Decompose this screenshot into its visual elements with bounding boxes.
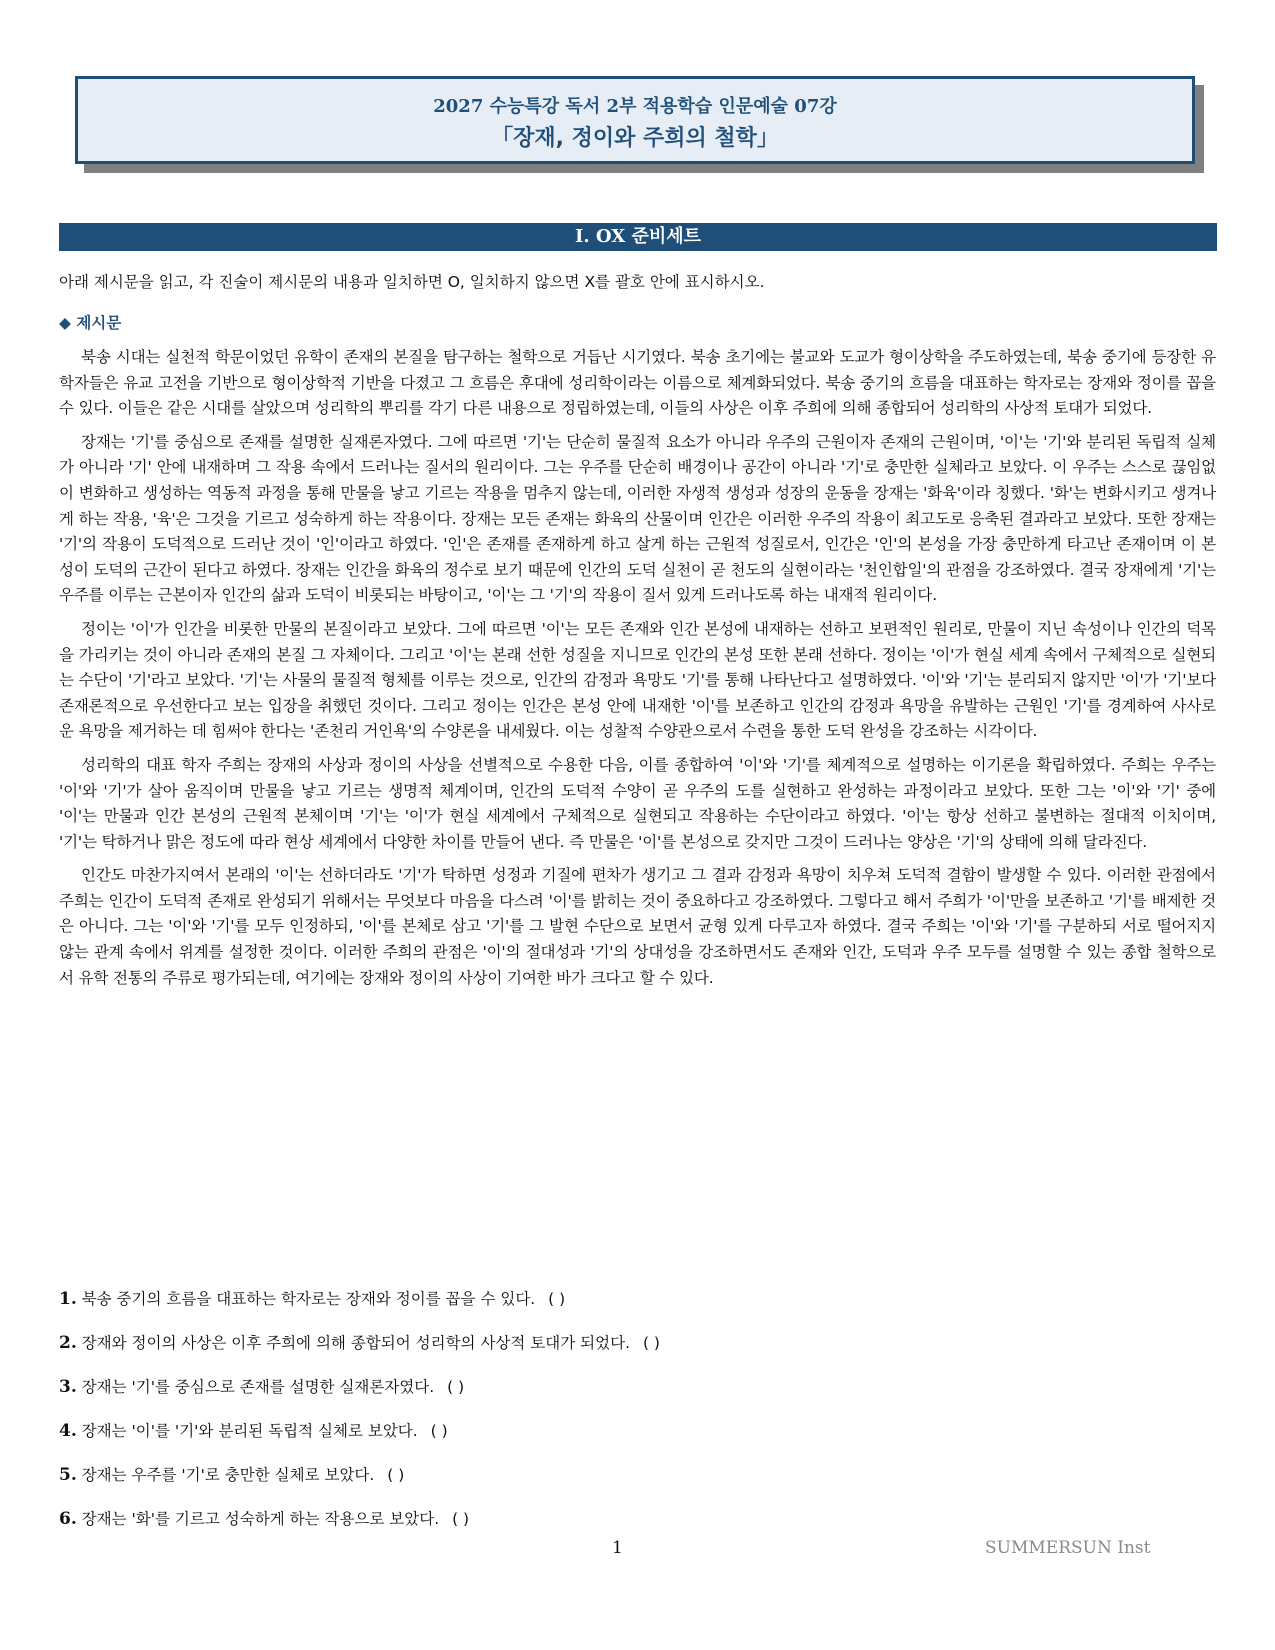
question-text: 북송 중기의 흐름을 대표하는 학자로는 장재와 정이를 꼽을 수 있다. — [81, 1290, 536, 1308]
passage-label: ◆ 제시문 — [59, 314, 122, 332]
question-number: 4. — [59, 1421, 77, 1441]
title-box — [75, 76, 1195, 164]
instruction-text: 아래 제시문을 읽고, 각 진술이 제시문의 내용과 일치하면 O, 일치하지 않으면 X를 괄호 안에 표시하시오. — [59, 273, 765, 291]
passage-paragraph: 인간도 마찬가지여서 본래의 '이'는 선하더라도 '기'가 탁하면 성정과 기질에 편차가 생기고 그 결과 감정과 욕망이 치우쳐 도덕적 결함이 발생할 수 있다. 이러한 관점에서 주희는 인간이 도덕적 존재로 완성되기 위해서는 무엇보다 마음을 다스려 '이'를 밝히는 것이 중요하다고 강조하였다. 그렇다고 해서 주희가 '이'만을 보존하고 '기'를 배제한 것은 아니다. 그는 '이'와 '기'를 모두 인정하되, '이'를 본체로 삼고 '기'를 그 발현 수단으로 보면서 균형 있게 다루고자 하였다. 결국 주희는 '이'와 '기'를 구분하되 서로 떨어지지 않는 관계 속에서 위계를 설정한 것이다. 이러한 주희의 관점은 '이'의 절대성과 '기'의 상대성을 강조하면서도 존재와 인간, 도덕과 우주 모두를 설명할 수 있는 종합 철학으로서 유학 전통의 주류로 평가되는데, 여기에는 장재와 정이의 사상이 기여한 바가 크다고 할 수 있다. — [59, 866, 1216, 987]
section-header: I. OX 준비세트 — [59, 223, 1217, 251]
passage — [59, 345, 1216, 999]
question-item — [59, 1331, 1219, 1375]
question-text: 장재는 우주를 '기'로 충만한 실체로 보았다. — [81, 1466, 375, 1484]
question-item — [59, 1419, 1219, 1463]
question-item — [59, 1375, 1219, 1419]
question-number: 2. — [59, 1333, 77, 1353]
title-lecture: 2027 수능특강 독서 2부 적용학습 인문예술 07강 — [433, 96, 837, 117]
question-item — [59, 1463, 1219, 1507]
question-text: 장재는 '이'를 '기'와 분리된 독립적 실체로 보았다. — [81, 1422, 418, 1440]
question-text: 장재는 '화'를 기르고 성숙하게 하는 작용으로 보았다. — [81, 1510, 440, 1528]
passage-paragraph: 성리학의 대표 학자 주희는 장재의 사상과 정이의 사상을 선별적으로 수용한 다음, 이를 종합하여 '이'와 '기'를 체계적으로 설명하는 이기론을 확립하였다. 주희는 우주는 '이'와 '기'가 살아 움직이며 만물을 낳고 기르는 생명적 체계이며, 인간의 도덕적 수양이 곧 우주의 도를 실현하고 완성하는 과정이라고 보았다. 또한 그는 '이'와 '기' 중에 '이'는 만물과 인간 본성의 근원적 본체이며 '기'는 '이'가 현실 세계에서 구체적으로 실현되고 작용하는 수단이라고 하였다. '이'는 항상 선하고 불변하는 절대적 이치이며, '기'는 탁하거나 맑은 정도에 따라 현상 세계에서 다양한 차이를 만들어 낸다. 즉 만물은 '이'를 본성으로 갖지만 그것이 드러나는 양상은 '기'의 상태에 의해 달라진다. — [59, 755, 1216, 851]
question-text: 장재와 정이의 사상은 이후 주희에 의해 종합되어 성리학의 사상적 토대가 되었다. — [81, 1334, 630, 1352]
question-text: 장재는 '기'를 중심으로 존재를 설명한 실재론자였다. — [81, 1378, 435, 1396]
question-number: 1. — [59, 1289, 77, 1309]
answer-blank[interactable]: ( ) — [452, 1510, 470, 1528]
page-number: 1 — [612, 1538, 623, 1558]
answer-blank[interactable]: ( ) — [642, 1334, 660, 1352]
question-number: 6. — [59, 1509, 77, 1529]
title-topic: 「장재, 정이와 주희의 철학」 — [491, 126, 779, 151]
passage-paragraph: 장재는 '기'를 중심으로 존재를 설명한 실재론자였다. 그에 따르면 '기'는 단순히 물질적 요소가 아니라 우주의 근원이자 존재의 근원이며, '이'는 '기'와 분리된 독립적 실체가 아니라 '기' 안에 내재하며 그 작용 속에서 드러나는 질서의 원리이다. 그는 우주를 단순히 배경이나 공간이 아니라 '기'로 충만한 실체라고 보았다. 이 우주는 스스로 끊임없이 변화하고 생성하는 역동적 과정을 통해 만물을 낳고 기르는 작용을 멈추지 않는데, 이러한 자생적 생성과 성장의 운동을 장재는 '화육'이라 칭했다. '화'는 변화시키고 생겨나게 하는 작용, '육'은 그것을 기르고 성숙하게 하는 작용이다. 장재는 모든 존재는 화육의 산물이며 인간은 이러한 우주의 작용이 최고도로 응축된 결과라고 보았다. 또한 장재는 '기'의 작용이 도덕적으로 드러난 것이 '인'이라고 하였다. '인'은 존재를 존재하게 하고 살게 하는 근원적 성질로서, 인간은 '인'의 본성을 가장 충만하게 타고난 존재이며 이 본성이 도덕의 근간이 된다고 하였다. 장재는 인간을 화육의 정수로 보기 때문에 인간의 도덕 실천이 곧 천도의 실현이라는 '천인합일'의 관점을 강조하였다. 결국 장재에게 '기'는 우주를 이루는 근본이자 인간의 삶과 도덕이 비롯되는 바탕이고, '이'는 그 '기'의 작용이 질서 있게 드러나도록 하는 내재적 원리이다. — [59, 432, 1216, 605]
question-number: 5. — [59, 1465, 77, 1485]
question-number: 3. — [59, 1377, 77, 1397]
answer-blank[interactable]: ( ) — [548, 1290, 566, 1308]
footer-brand: SUMMERSUN Inst — [985, 1538, 1151, 1558]
question-item — [59, 1287, 1219, 1331]
answer-blank[interactable]: ( ) — [447, 1378, 465, 1396]
answer-blank[interactable]: ( ) — [387, 1466, 405, 1484]
passage-paragraph: 북송 시대는 실천적 학문이었던 유학이 존재의 본질을 탐구하는 철학으로 거듭난 시기였다. 북송 초기에는 불교와 도교가 형이상학을 주도하였는데, 북송 중기에 등장한 유학자들은 유교 고전을 기반으로 형이상학적 기반을 다졌고 그 흐름은 후대에 성리학이라는 이름으로 체계화되었다. 북송 중기의 흐름을 대표하는 학자로는 장재와 정이를 꼽을 수 있다. 이들은 같은 시대를 살았으며 성리학의 뿌리를 각기 다른 내용으로 정립하였는데, 이들의 사상은 이후 주희에 의해 종합되어 성리학의 사상적 토대가 되었다. — [59, 348, 1216, 418]
passage-paragraph: 정이는 '이'가 인간을 비롯한 만물의 본질이라고 보았다. 그에 따르면 '이'는 모든 존재와 인간 본성에 내재하는 선하고 보편적인 원리로, 만물이 지닌 속성이나 인간의 덕목을 가리키는 것이 아니라 존재의 본질 그 자체이다. 그리고 '이'는 본래 선한 성질을 지니므로 인간의 본성 또한 본래 선하다. 정이는 '이'가 현실 세계 속에서 구체적으로 실현되는 수단이 '기'라고 보았다. '기'는 사물의 물질적 형체를 이루는 것으로, 인간의 감정과 욕망도 '기'를 통해 나타난다고 설명하였다. '이'와 '기'는 분리되지 않지만 '이'가 '기'보다 존재론적으로 우선한다고 보는 입장을 취했던 것이다. 그리고 정이는 인간은 본성 안에 내재한 '이'를 보존하고 인간의 감정과 욕망을 유발하는 근원인 '기'를 경계하여 사사로운 욕망을 제거하는 데 힘써야 한다는 '존천리 거인욕'의 수양론을 내세웠다. 이는 성찰적 수양관으로서 수련을 통한 도덕 완성을 강조하는 시각이다. — [59, 619, 1216, 741]
answer-blank[interactable]: ( ) — [430, 1422, 448, 1440]
question-list — [59, 1287, 1219, 1551]
